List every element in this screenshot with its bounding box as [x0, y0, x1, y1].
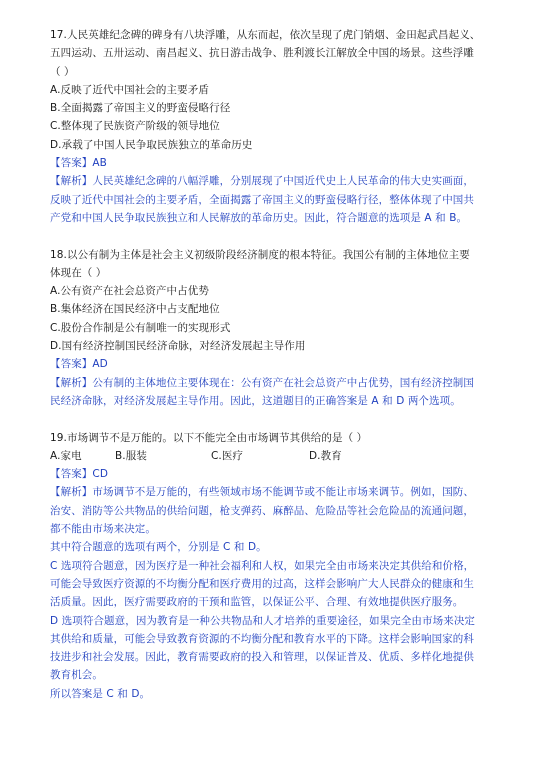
analysis-line: 反映了近代中国社会的主要矛盾，全面揭露了帝国主义的野蛮侵略行径，整体体现了中国共 [50, 193, 474, 206]
analysis-line: 技进步和社会发展。因此，教育需要政府的投入和管理，以保证普及、优质、多样化地提供 [50, 651, 474, 664]
option-d: D.教育 [309, 449, 342, 462]
analysis-line: 产党和中国人民争取民族独立和人民解放的革命历史。因此，符合题意的选项是 A 和 B。 [50, 211, 468, 224]
option-a: A.反映了近代中国社会的主要矛盾 [50, 83, 209, 96]
analysis-line: 教育机会。 [50, 669, 103, 682]
question-stem-line: 体现在（ ） [50, 266, 107, 279]
analysis-line: 所以答案是 C 和 D。 [50, 687, 151, 700]
question-stem-line: 18.以公有制为主体是社会主义初级阶段经济制度的根本特征。我国公有制的主体地位主要 [50, 248, 470, 261]
analysis-line: 可能会导致医疗资源的不均衡分配和医疗费用的过高，这样会影响广大人民群众的健康和生 [50, 577, 474, 590]
document-page [50, 26, 498, 703]
option-b: B.集体经济在国民经济中占支配地位 [50, 303, 220, 316]
question-19 [50, 429, 498, 703]
question-stem-line: （ ） [50, 65, 75, 78]
answer-label: 【答案】AB [50, 157, 107, 170]
spacer [50, 410, 498, 428]
spacer [50, 227, 498, 245]
question-stem-line: 五四运动、五卅运动、南昌起义、抗日游击战争、胜利渡长江解放全中国的场景。这些浮雕 [50, 47, 474, 60]
answer-label: 【答案】CD [50, 468, 109, 481]
analysis-line: 民经济命脉，对经济发展起主导作用。因此，这道题目的正确答案是 A 和 D 两个选项。 [50, 394, 461, 407]
question-stem-line: 17.人民英雄纪念碑的碑身有八块浮雕，从东而起，依次呈现了虎门销烟、金田起武昌起义、 [50, 29, 481, 41]
answer-label: 【答案】AD [50, 358, 108, 371]
option-d: D.国有经济控制国民经济命脉，对经济发展起主导作用 [50, 340, 306, 353]
analysis-line: 都不能由市场来决定。 [50, 523, 156, 536]
analysis-line: D 选项符合题意，因为教育是一种公共物品和人才培养的重要途径，如果完全由市场来决定 [50, 614, 476, 627]
option-b: B.服装 [115, 449, 147, 462]
question-18 [50, 246, 498, 411]
analysis-line: 其供给和质量，可能会导致教育资源的不均衡分配和教育水平的下降。这样会影响国家的科 [50, 632, 474, 645]
question-stem-line: 19.市场调节不是万能的。以下不能完全由市场调节其供给的是（ ） [50, 431, 368, 444]
option-c: C.整体现了民族资产阶级的领导地位 [50, 120, 220, 133]
option-c: C.股份合作制是公有制唯一的实现形式 [50, 321, 231, 334]
option-c: C.医疗 [211, 449, 244, 462]
options-row [50, 447, 498, 465]
analysis-line: 其中符合题意的选项有两个，分别是 C 和 D。 [50, 541, 267, 554]
analysis-line: 活质量。因此，医疗需要政府的干预和监管，以保证公平、合理、有效地提供医疗服务。 [50, 596, 464, 609]
analysis-line: 【解析】公有制的主体地位主要体现在：公有资产在社会总资产中占优势，国有经济控制国 [50, 376, 474, 389]
option-b: B.全面揭露了帝国主义的野蛮侵略行径 [50, 102, 231, 115]
option-a: A.家电 [50, 449, 82, 462]
analysis-line: 【解析】市场调节不是万能的，有些领域市场不能调节或不能让市场来调节。例如，国防、 [50, 486, 474, 499]
option-d: D.承载了中国人民争取民族独立的革命历史 [50, 138, 253, 151]
analysis-line: 治安、消防等公共物品的供给问题，枪支弹药、麻醉品、危险品等社会危险品的流通问题， [50, 504, 474, 517]
question-17 [50, 26, 498, 227]
option-a: A.公有资产在社会总资产中占优势 [50, 285, 209, 298]
analysis-line: 【解析】人民英雄纪念碑的八幅浮雕，分别展现了中国近代史上人民革命的伟大史实画面， [50, 175, 474, 188]
analysis-line: C 选项符合题意，因为医疗是一种社会福利和人权，如果完全由市场来决定其供给和价格， [50, 559, 475, 572]
